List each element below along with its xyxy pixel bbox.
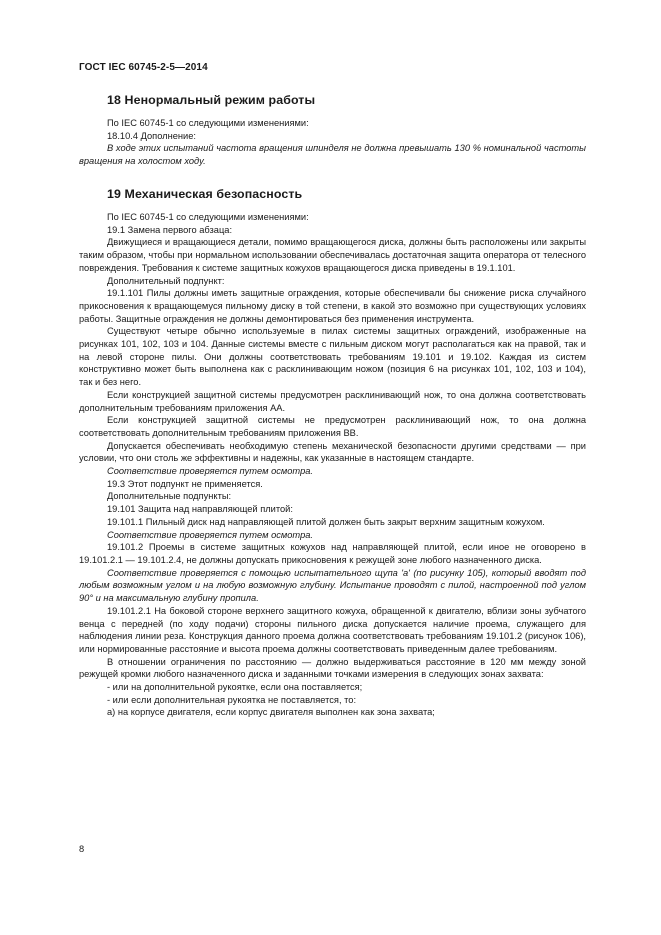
paragraph: 19.3 Этот подпункт не применяется. [107, 478, 263, 489]
paragraph: Движущиеся и вращающиеся детали, помимо вращающегося диска, должны быть расположены или закрыты таким образом, чтобы при нормальном использовании обеспечивалась достаточная защита оператора от телесного повреждения. Требования к системе защитных кожухов вращающегося диска приведены в 19.1.101. [79, 237, 586, 273]
paragraph: 19.1.101 Пилы должны иметь защитные ограждения, которые обеспечивали бы снижение риска случайного прикосновения к вращающемуся пильному диску в той степени, в какой это возможно при существующих условиях работы. Защитные ограждения не должны демонтироваться без применения инструмента. [79, 288, 586, 324]
paragraph: 19.101.1 Пильный диск над направляющей плитой должен быть закрыт верхним защитным кожухом. [107, 516, 545, 527]
paragraph: 18.10.4 Дополнение: [107, 130, 196, 141]
section-19-body [79, 211, 586, 719]
paragraph: В отношении ограничения по расстоянию — должно выдерживаться расстояние в 120 мм между зоной режущей кромки любого назначенного диска и заданными точками измерения в следующих зонах захвата: [79, 656, 586, 680]
document-header: ГОСТ IEC 60745-2-5—2014 [79, 62, 208, 73]
paragraph: Если конструкцией защитной системы предусмотрен расклинивающий нож, то она должна соответствовать дополнительным требованиям приложения АА. [79, 389, 586, 413]
paragraph: Допускается обеспечивать необходимую степень механической безопасности другими средствами — при условии, что они столь же эффективны и надежны, как указанные в настоящем стандарте. [79, 440, 586, 464]
list-item: - или если дополнительная рукоятка не поставляется, то: [107, 694, 357, 705]
paragraph: Соответствие проверяется путем осмотра. [107, 466, 313, 477]
paragraph: Дополнительные подпункты: [107, 491, 232, 502]
section-18-title: 18 Ненормальный режим работы [107, 93, 316, 107]
paragraph: Если конструкцией защитной системы не предусмотрен расклинивающий нож, то она должна соответствовать дополнительным требованиям приложения ВВ. [79, 415, 586, 438]
paragraph: Существуют четыре обычно используемые в пилах системы защитных ограждений, изображенные на рисунках 101, 102, 103 и 104. Данные системы вместе с пильным диском могут располагаться как на правой, так и на левой стороне пилы. Они должны соответствовать требованиям 19.101 и 19.102. Каждая из систем конструктивно может быть выполнена как с расклинивающим ножом (позиция 6 на рисунках 101, 102, 103 и 104), так и без него. [79, 326, 586, 388]
paragraph: Дополнительный подпункт: [107, 275, 225, 286]
paragraph: 19.101.2 Проемы в системе защитных кожухов над направляющей плитой, если иное не оговорено в 19.101.2.1 — 19.101.2.4, не должны допускать прикосновения к режущей зоне любого назначенного диска. [79, 542, 586, 565]
section-18-body [79, 117, 586, 168]
paragraph: Соответствие проверяется путем осмотра. [107, 529, 313, 540]
paragraph: По IEC 60745-1 со следующими изменениями: [107, 212, 309, 222]
list-item: - или на дополнительной рукоятке, если она поставляется; [107, 682, 363, 693]
paragraph: В ходе этих испытаний частота вращения шпинделя не должна превышать 130 % номинальной частоты вращения на холостом ходу. [79, 143, 586, 167]
paragraph: По IEC 60745-1 со следующими изменениями: [107, 118, 309, 128]
paragraph: 19.1 Замена первого абзаца: [107, 224, 233, 235]
list-item: а) на корпусе двигателя, если корпус двигателя выполнен как зона захвата; [107, 707, 435, 718]
paragraph: 19.101.2.1 На боковой стороне верхнего защитного кожуха, обращенной к двигателю, вблизи зоны зубчатого венца с передней (по ходу подачи) стороны пильного диска допускается наличие проема, служащего для наблюдения линии реза. Конструкция данного проема должна соответствовать требованиям 19.101.2 (рисунок 106), или нормированные расстояние и высота проема должны соответствовать приведенным далее требованиям. [79, 605, 586, 654]
page-number: 8 [79, 844, 85, 854]
section-19-title: 19 Механическая безопасность [107, 187, 303, 201]
paragraph: Соответствие проверяется с помощью испытательного щупа 'a' (по рисунку 105), который вводят под любым возможным углом и на любую возможную глубину. Испытание проводят с пилой, настроенной под углом 90° и на максимальную глубину пропила. [79, 567, 586, 604]
paragraph: 19.101 Защита над направляющей плитой: [107, 504, 293, 515]
